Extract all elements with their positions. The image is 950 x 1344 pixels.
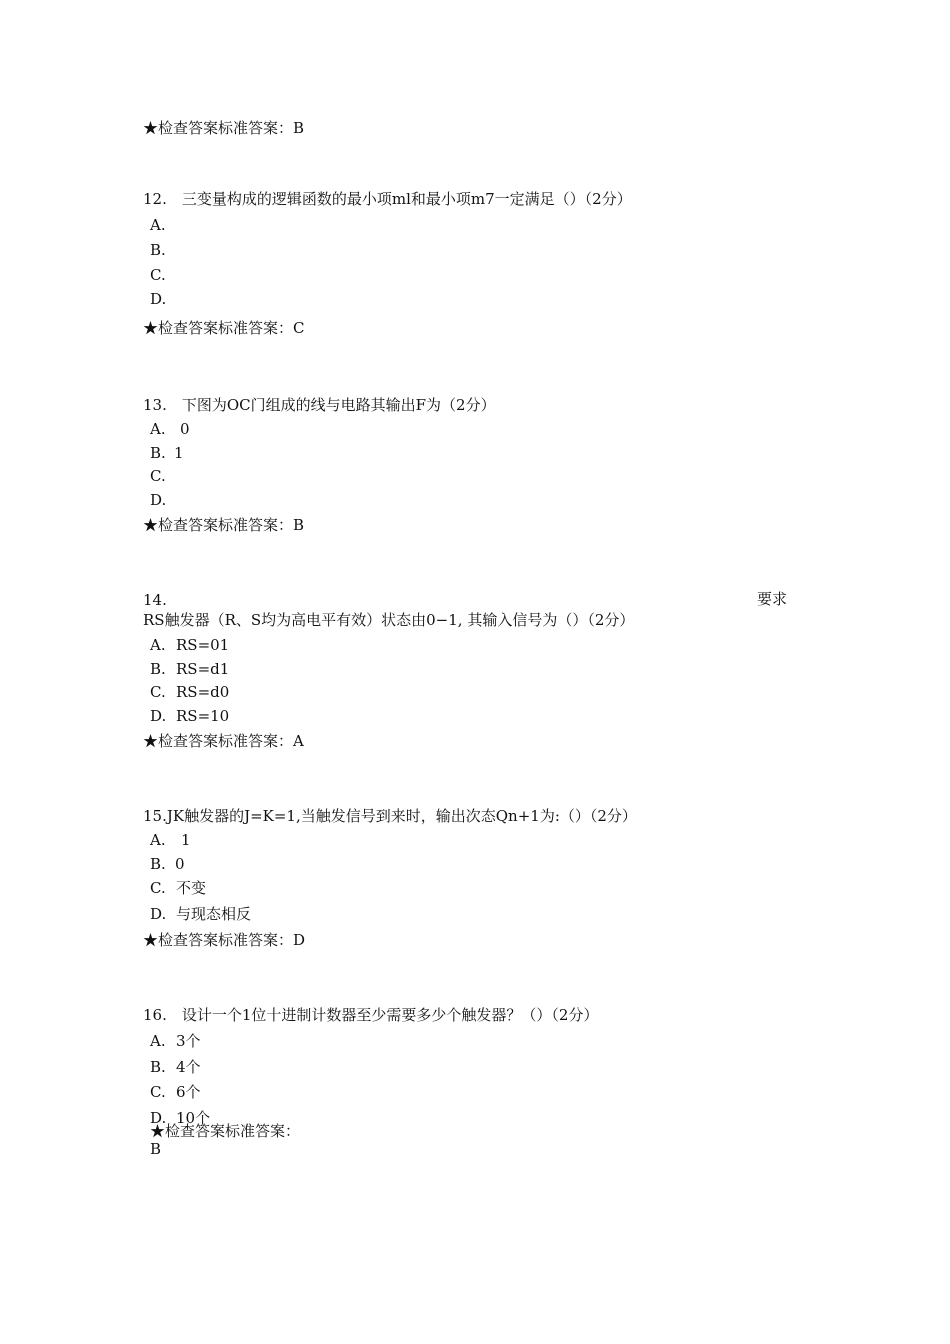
answer-value: B <box>150 1140 162 1158</box>
option-text: RS=d1 <box>176 660 230 678</box>
option-c[interactable] <box>150 268 176 283</box>
option-letter: C. <box>150 1083 166 1101</box>
option-letter: A. <box>150 420 166 438</box>
option-text: 0 <box>180 420 190 438</box>
option-text: 6个 <box>176 1083 201 1101</box>
option-a[interactable] <box>150 1034 201 1049</box>
question-15: 15.JK触发器的J=K=1,当触发信号到来时，输出次态Qn+1为:（）（2分） <box>143 807 637 825</box>
option-letter: D. <box>150 491 167 509</box>
option-b[interactable] <box>150 243 176 258</box>
option-text: 与现态相反 <box>176 905 252 923</box>
option-letter: D. <box>150 290 167 308</box>
option-text: RS=01 <box>176 636 230 654</box>
question-16: 16. 设计一个1位十进制计数器至少需要多少个触发器？（）（2分） <box>143 1006 599 1024</box>
option-c[interactable] <box>150 1085 201 1100</box>
question-12: 12. 三变量构成的逻辑函数的最小项ml和最小项m7一定满足（）（2分） <box>143 190 632 208</box>
option-text: 不变 <box>176 879 207 897</box>
option-letter: A. <box>150 216 166 234</box>
option-letter: B. <box>150 855 166 873</box>
question-14-number: 14. <box>143 591 167 609</box>
option-letter: B. <box>150 241 166 259</box>
option-letter: C. <box>150 879 166 897</box>
option-a[interactable] <box>150 638 229 653</box>
option-text: 1 <box>174 444 184 462</box>
option-text: RS=10 <box>176 707 230 725</box>
option-text: 4个 <box>176 1058 201 1076</box>
option-b[interactable] <box>150 1060 201 1075</box>
option-c[interactable] <box>150 469 176 484</box>
question-14-right-text: 要求 <box>757 590 788 608</box>
option-letter: D. <box>150 707 167 725</box>
option-letter: A. <box>150 831 166 849</box>
answer-line: ★检查答案标准答案：D <box>143 931 306 949</box>
option-a[interactable] <box>150 218 176 233</box>
option-letter: C. <box>150 683 166 701</box>
option-d[interactable] <box>150 907 251 922</box>
option-letter: D. <box>150 905 167 923</box>
option-c[interactable] <box>150 685 229 700</box>
option-text: 10个 <box>176 1109 211 1127</box>
answer-line: ★检查答案标准答案：C <box>143 319 305 337</box>
option-letter: C. <box>150 266 166 284</box>
answer-label: ★检查答案标准答案： <box>150 1122 301 1140</box>
option-letter: D. <box>150 1109 167 1127</box>
option-text: 0 <box>175 855 185 873</box>
option-d[interactable] <box>150 709 229 724</box>
option-letter: B. <box>150 1058 166 1076</box>
option-d[interactable] <box>150 493 176 508</box>
option-b[interactable] <box>150 446 184 461</box>
option-letter: B. <box>150 444 166 462</box>
question-13: 13. 下图为OC门组成的线与电路其输出F为（2分） <box>143 396 496 414</box>
option-letter: B. <box>150 660 166 678</box>
answer-line: ★检查答案标准答案：B <box>143 516 305 534</box>
answer-line: ★检查答案标准答案：B <box>143 119 305 137</box>
answer-line: ★检查答案标准答案：A <box>143 732 304 750</box>
option-text: 3个 <box>176 1032 201 1050</box>
option-c[interactable] <box>150 881 206 896</box>
option-d[interactable] <box>150 292 176 307</box>
question-14: RS触发器（R、S均为高电平有效）状态由0−1, 其输入信号为（）（2分） <box>143 611 635 629</box>
option-letter: C. <box>150 467 166 485</box>
option-letter: A. <box>150 636 166 654</box>
option-a[interactable] <box>150 422 190 437</box>
option-text: 1 <box>181 831 191 849</box>
option-letter: A. <box>150 1032 166 1050</box>
option-b[interactable] <box>150 662 229 677</box>
option-b[interactable] <box>150 857 185 872</box>
option-a[interactable] <box>150 833 191 848</box>
option-text: RS=d0 <box>176 683 230 701</box>
